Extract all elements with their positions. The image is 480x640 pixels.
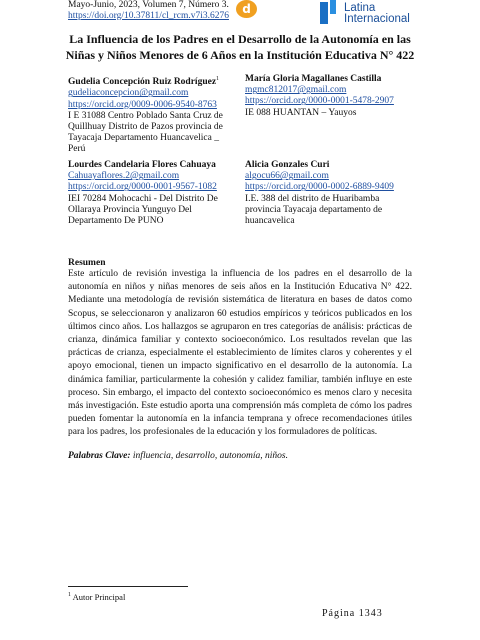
abstract-heading: Resumen <box>68 258 106 268</box>
author-affiliation-line: Tayacaja Departamento Huancavelica _ <box>68 133 219 144</box>
author-orcid[interactable]: https://orcid.org/0000-0001-5478-2907 <box>245 96 394 107</box>
author-email[interactable]: Cahuayaflores.2@gmail.com <box>68 171 180 182</box>
author-name: Lourdes Candelaria Flores Cahuaya <box>68 160 216 170</box>
footnote-divider <box>68 586 188 587</box>
author-footnote-mark: 1 <box>216 76 220 82</box>
brand-logo <box>320 0 460 26</box>
keywords: Palabras Clave: influencia, desarrollo, autonomía, niños. <box>68 451 288 461</box>
author-email[interactable]: algocu66@gmail.com <box>245 171 329 182</box>
author-orcid[interactable]: https://orcid.org/0000-0001-9567-1082 <box>68 182 217 193</box>
author-name: María Gloria Magallanes Castilla <box>245 74 382 84</box>
brand-logo-bar-icon <box>330 0 336 14</box>
keywords-value: influencia, desarrollo, autonomía, niños. <box>132 451 288 461</box>
author-affiliation-line: Departamento De PUNO <box>68 216 164 227</box>
author-affiliation-line: Ollaraya Provincia Yunguyo Del <box>68 204 192 215</box>
brand-logo-bar-icon <box>320 2 328 24</box>
author-affiliation-line: IEI 70284 Mohocachi - Del Distrito De <box>68 193 218 204</box>
author-orcid[interactable]: https://orcid.org/0009-0006-9540-8763 <box>68 99 217 110</box>
doi-link[interactable]: https://doi.org/10.37811/cl_rcm.v7i3.6276 <box>68 11 229 21</box>
abstract-text: Este artículo de revisión investiga la influencia de los padres en el desarrollo de la autonomía en niños y niñas menores de seis años en la Institución Educativa N° 422. Mediante una metodología de revisión sistemática de literatura en bases de datos como Scopus, se seleccionaron y analizaron 60 estudios empíricos y teóricos publicados en los últimos cinco años. Los hallazgos se agruparon en tres categorías de análisis: prácticas de crianza, dinámica familiar y contexto socioeconómico. Los resultados revelan que las prácticas de crianza, especialmente el establecimiento de límites claros y coherentes y el apoyo emocional, tienen un impacto significativo en el desarrollo de la autonomía. La dinámica familiar, particularmente la cohesión y calidez familiar, también influye en este proceso. Sin embargo, el impacto del contexto socioeconómico es menos claro y necesita más investigación. Este estudio aporta una comprensión más completa de cómo los padres pueden fomentar la autonomía en la infancia temprana y ofrece recomendaciones útiles para los padres, los profesionales de la educación y los formuladores de políticas. <box>68 269 412 438</box>
brand-name-line2: Internacional <box>344 13 410 25</box>
author-affiliation-line: IE 088 HUANTAN – Yauyos <box>245 107 357 118</box>
footnote <box>68 592 125 602</box>
author-affiliation-line: I.E. 388 del distrito de Huaribamba <box>245 193 380 204</box>
author-affiliation-line: huancavelica <box>245 216 295 227</box>
paper-title: La Influencia de los Padres en el Desarrollo de la Autonomía en las Niñas y Niños Menores de 6 Años en la Institución Educativa N° 422 <box>65 32 415 62</box>
author-affiliation-line: provincia Tayacaja departamento de <box>245 204 383 215</box>
footnote-text: Autor Principal <box>72 592 126 602</box>
journal-logo-icon: d <box>236 0 257 18</box>
author-block <box>245 74 445 119</box>
author-block <box>68 160 268 227</box>
author-affiliation-line: Quillhuay Distrito de Pazos provincia de <box>68 121 223 132</box>
author-email[interactable]: gudeliaconcepcion@gmail.com <box>68 88 189 99</box>
author-email[interactable]: mgmc812017@gmail.com <box>245 85 347 96</box>
author-name: Gudelia Concepción Ruiz Rodríguez <box>68 77 217 88</box>
brand-name-line1: Latina <box>344 2 376 14</box>
author-affiliation-line: I E 31088 Centro Poblado Santa Cruz de <box>68 110 223 121</box>
author-orcid[interactable]: https://orcid.org/0000-0002-6889-9409 <box>245 182 394 193</box>
keywords-label: Palabras Clave <box>68 451 128 461</box>
footnote-mark: 1 <box>68 592 71 599</box>
page-number: Página 1343 <box>322 608 383 619</box>
author-name: Alicia Gonzales Curi <box>245 160 330 170</box>
journal-issue-line: Mayo-Junio, 2023, Volumen 7, Número 3. <box>68 0 229 10</box>
author-block <box>68 74 268 156</box>
author-affiliation-line: Perú <box>68 144 86 155</box>
author-block <box>245 160 445 227</box>
